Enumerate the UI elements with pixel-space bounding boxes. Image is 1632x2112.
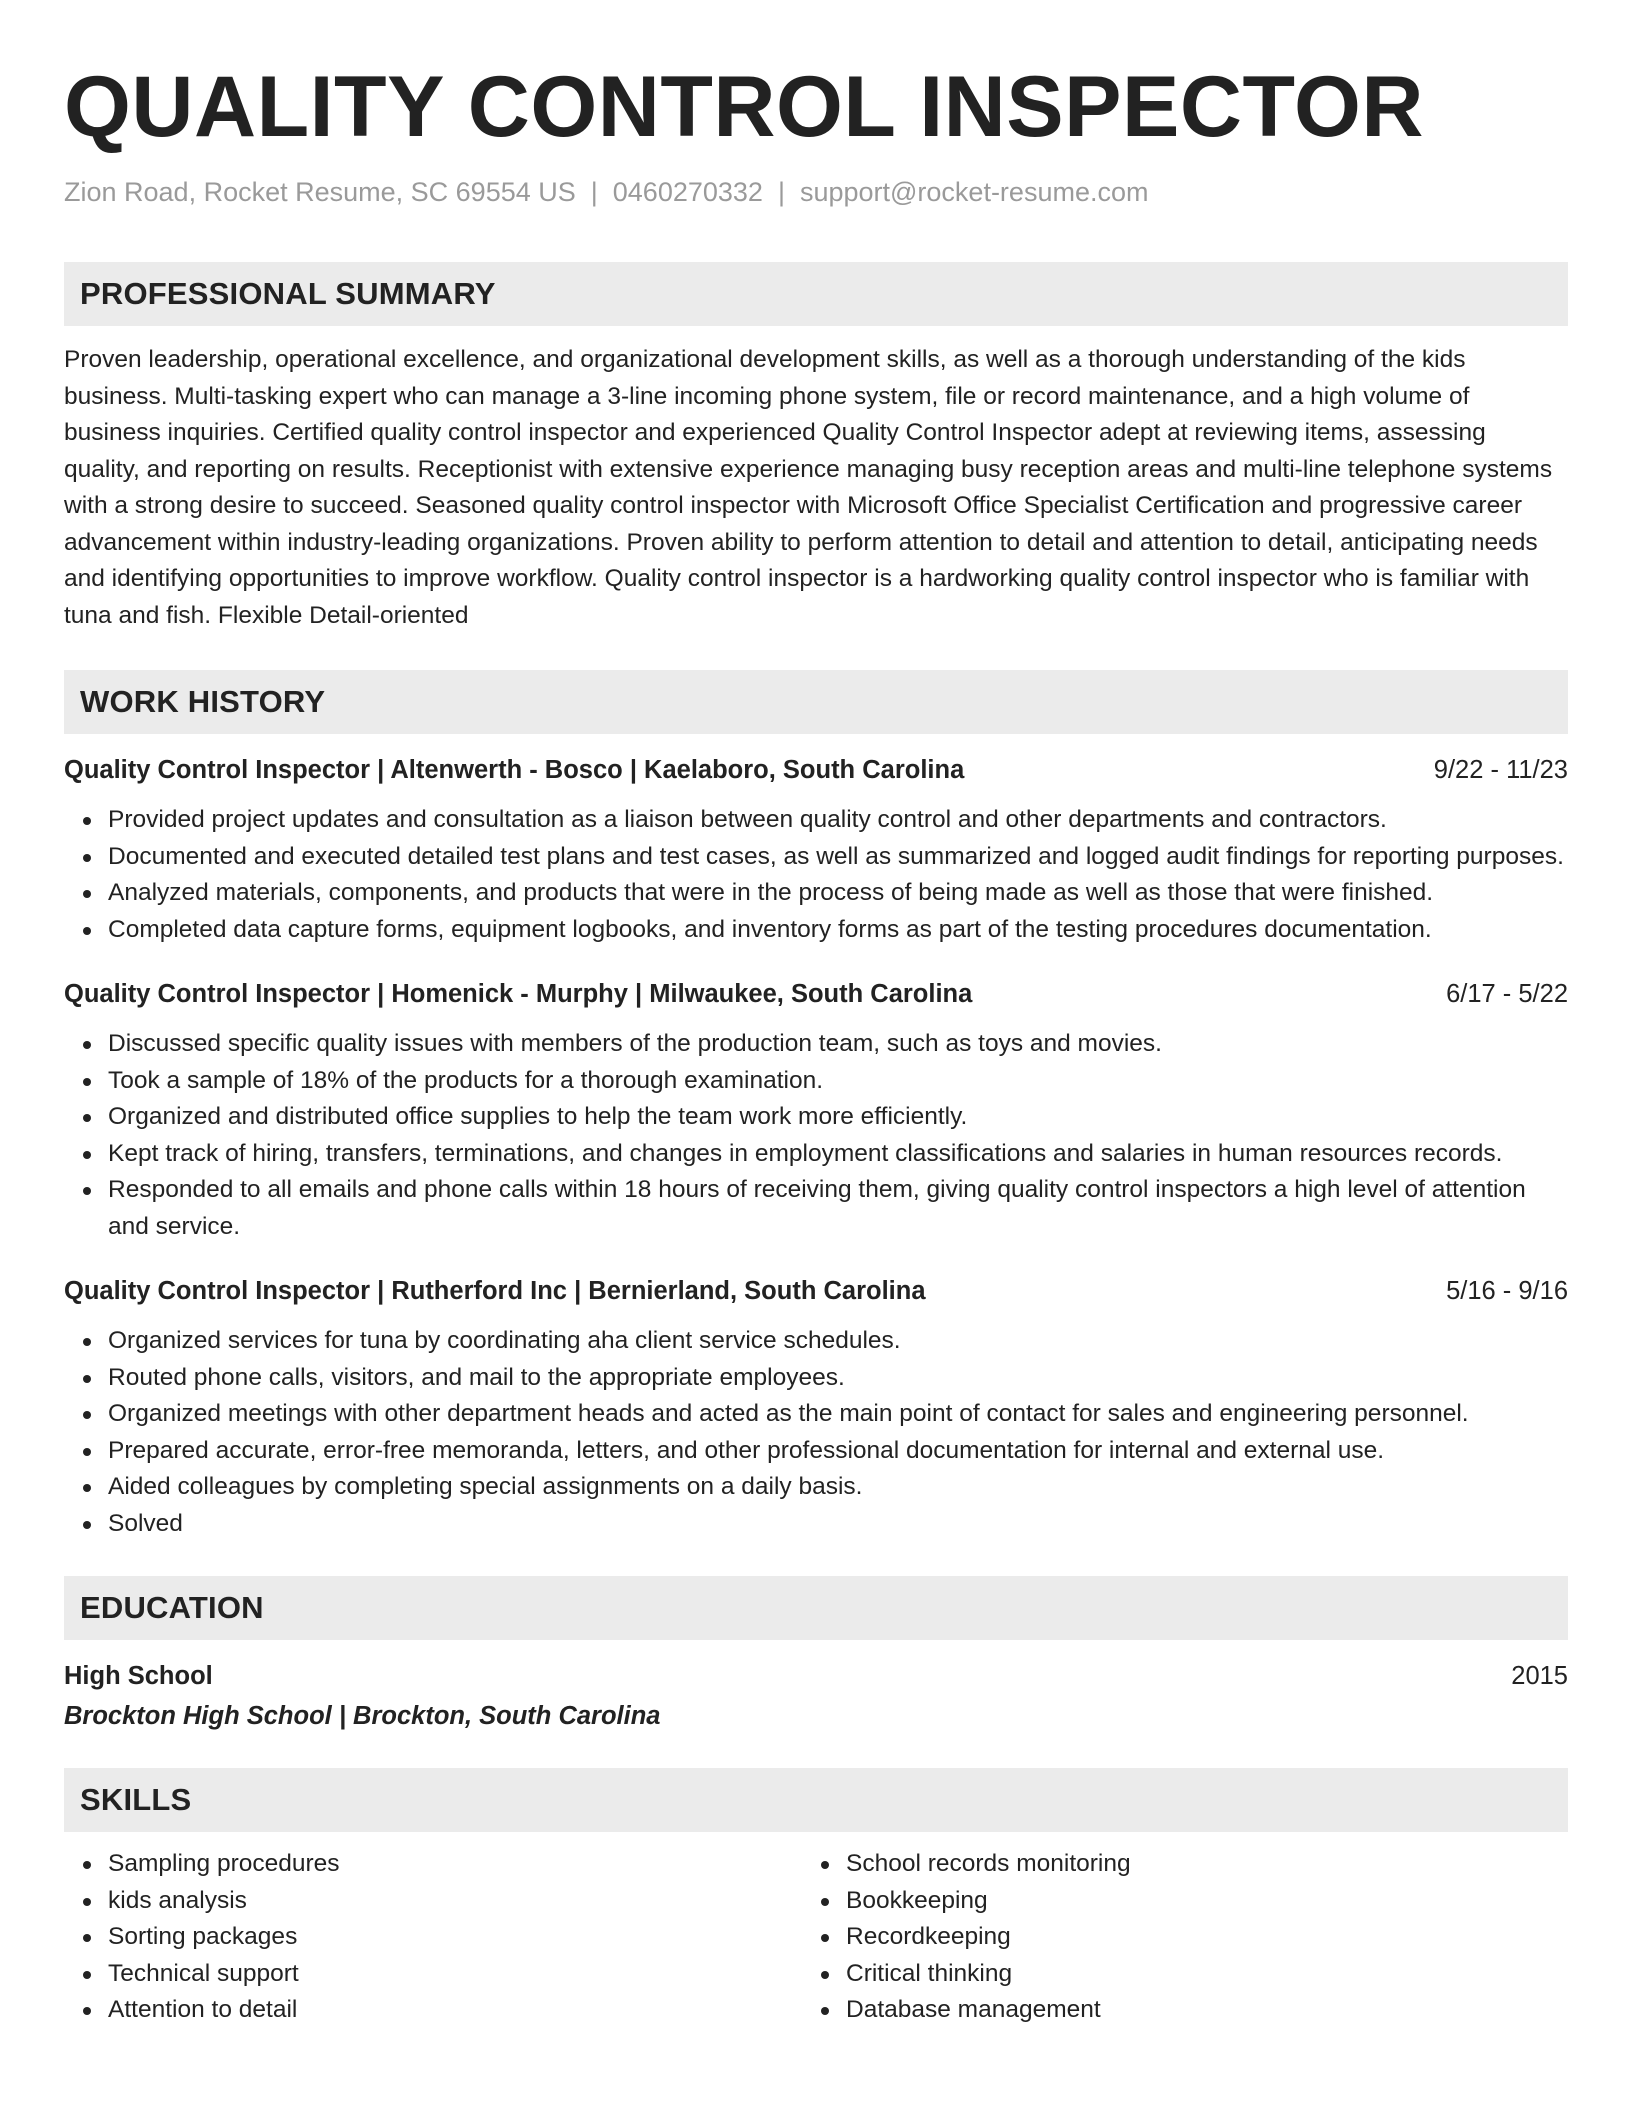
skill-item: Attention to detail bbox=[108, 1992, 802, 2029]
job-bullets bbox=[64, 1323, 1568, 1542]
list-item: Took a sample of 18% of the products for a thorough examination. bbox=[108, 1063, 1568, 1100]
professional-summary-section bbox=[64, 262, 1568, 634]
list-item: Organized and distributed office supplies to help the team work more efficiently. bbox=[108, 1099, 1568, 1136]
education-school: Brockton High School | Brockton, South Carolina bbox=[64, 1702, 661, 1731]
job-header bbox=[64, 976, 1568, 1012]
job-bullets bbox=[64, 802, 1568, 948]
job-header bbox=[64, 752, 1568, 788]
job-entry bbox=[64, 1273, 1568, 1542]
list-item: Kept track of hiring, transfers, terminations, and changes in employment classifications and salaries in human resources records. bbox=[108, 1136, 1568, 1173]
list-item: Completed data capture forms, equipment logbooks, and inventory forms as part of the testing procedures documentation. bbox=[108, 912, 1568, 949]
skills-section bbox=[64, 1768, 1568, 2029]
list-item: Prepared accurate, error-free memoranda, letters, and other professional documentation for internal and external use. bbox=[108, 1433, 1568, 1470]
job-title: Quality Control Inspector | Altenwerth - Bosco | Kaelaboro, South Carolina bbox=[64, 756, 965, 785]
job-bullets bbox=[64, 1026, 1568, 1245]
list-item: Organized services for tuna by coordinating aha client service schedules. bbox=[108, 1323, 1568, 1360]
skill-item: School records monitoring bbox=[846, 1846, 1540, 1883]
section-heading: SKILLS bbox=[64, 1768, 1568, 1832]
list-item: Documented and executed detailed test plans and test cases, as well as summarized and logged audit findings for reporting purposes. bbox=[108, 839, 1568, 876]
job-dates: 5/16 - 9/16 bbox=[1446, 1277, 1568, 1306]
contact-email: support@rocket-resume.com bbox=[799, 177, 1149, 207]
job-title: Quality Control Inspector | Homenick - Murphy | Milwaukee, South Carolina bbox=[64, 980, 973, 1009]
skill-item: Critical thinking bbox=[846, 1956, 1540, 1993]
summary-text: Proven leadership, operational excellence, and organizational development skills, as well as a thorough understanding of the kids business. Multi-tasking expert who can manage a 3-line incoming phone system, file or record maintenance, and a high volume of business inquiries. Certified quality control inspector and experienced Quality Control Inspector adept at reviewing items, assessing quality, and reporting on results. Receptionist with extensive experience managing busy reception areas and multi-line telephone systems with a strong desire to succeed. Seasoned quality control inspector with Microsoft Office Specialist Certification and progressive career advancement within industry-leading organizations. Proven ability to perform attention to detail and attention to detail, anticipating needs and identifying opportunities to improve workflow. Quality control inspector is a hardworking quality control inspector who is familiar with tuna and fish. Flexible Detail-oriented bbox=[64, 346, 1553, 629]
education-year: 2015 bbox=[1511, 1662, 1568, 1691]
skills-list bbox=[802, 1846, 1540, 2029]
skill-item: Bookkeeping bbox=[846, 1883, 1540, 1920]
list-item: Organized meetings with other department heads and acted as the main point of contact for sales and engineering personnel. bbox=[108, 1396, 1568, 1433]
skills-list bbox=[64, 1846, 802, 2029]
job-header bbox=[64, 1273, 1568, 1309]
contact-line bbox=[64, 176, 1568, 208]
contact-separator: | bbox=[590, 177, 598, 207]
list-item: Routed phone calls, visitors, and mail to the appropriate employees. bbox=[108, 1360, 1568, 1397]
contact-separator: | bbox=[777, 177, 785, 207]
skill-item: kids analysis bbox=[108, 1883, 802, 1920]
skill-item: Technical support bbox=[108, 1956, 802, 1993]
job-entry bbox=[64, 976, 1568, 1245]
skill-item: Sorting packages bbox=[108, 1919, 802, 1956]
list-item: Aided colleagues by completing special assignments on a daily basis. bbox=[108, 1469, 1568, 1506]
list-item: Responded to all emails and phone calls within 18 hours of receiving them, giving quality control inspectors a high level of attention and service. bbox=[108, 1172, 1568, 1245]
skill-item: Sampling procedures bbox=[108, 1846, 802, 1883]
work-history-section bbox=[64, 670, 1568, 1542]
skills-grid bbox=[64, 1846, 1568, 2029]
skill-item: Recordkeeping bbox=[846, 1919, 1540, 1956]
list-item: Discussed specific quality issues with members of the production team, such as toys and movies. bbox=[108, 1026, 1568, 1063]
list-item: Solved bbox=[108, 1506, 1568, 1543]
job-dates: 6/17 - 5/22 bbox=[1446, 980, 1568, 1009]
skills-column-right bbox=[802, 1846, 1540, 2029]
section-heading: WORK HISTORY bbox=[64, 670, 1568, 734]
list-item: Analyzed materials, components, and products that were in the process of being made as well as those that were finished. bbox=[108, 875, 1568, 912]
section-heading: EDUCATION bbox=[64, 1576, 1568, 1640]
skills-column-left bbox=[64, 1846, 802, 2029]
education-section bbox=[64, 1576, 1568, 1734]
job-title: Quality Control Inspector | Rutherford Inc | Bernierland, South Carolina bbox=[64, 1277, 926, 1306]
education-header bbox=[64, 1658, 1568, 1694]
job-dates: 9/22 - 11/23 bbox=[1433, 756, 1568, 785]
section-heading: PROFESSIONAL SUMMARY bbox=[64, 262, 1568, 326]
job-entry bbox=[64, 752, 1568, 948]
education-degree: High School bbox=[64, 1662, 213, 1691]
contact-phone: 0460270332 bbox=[612, 177, 763, 207]
list-item: Provided project updates and consultation as a liaison between quality control and other departments and contractors. bbox=[108, 802, 1568, 839]
contact-address: Zion Road, Rocket Resume, SC 69554 US bbox=[64, 177, 576, 207]
resume-name: QUALITY CONTROL INSPECTOR bbox=[64, 59, 1424, 155]
skill-item: Database management bbox=[846, 1992, 1540, 2029]
